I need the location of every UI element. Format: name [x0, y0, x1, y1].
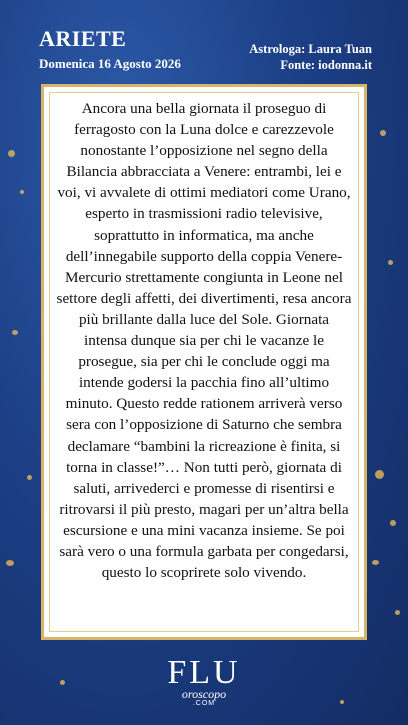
gold-fleck — [372, 560, 379, 565]
logo-domain-text: .COM — [192, 700, 216, 707]
gold-fleck — [12, 330, 18, 335]
source-credit: Fonte: iodonna.it — [280, 58, 372, 72]
gold-fleck — [388, 260, 393, 265]
zodiac-sign-title: ARIETE — [39, 26, 127, 51]
gold-fleck — [380, 130, 386, 136]
gold-fleck — [27, 475, 32, 480]
gold-fleck — [6, 560, 14, 566]
gold-fleck — [20, 190, 24, 194]
gold-fleck — [8, 150, 15, 157]
brand-logo — [0, 656, 408, 707]
horoscope-text: Ancora una bella giornata il proseguo di ferragosto con la Luna dolce e carezzevole nonostante l’opposizione nel segno della Bilancia abbracciata a Venere: entrambi, lei e voi, vi avvalete di ottimi mediatori come Urano, esperto in trasmissioni radio televisive, soprattutto in informatica, ma anche dell’innegabile supporto della coppia Venere-Mercurio strettamente congiunta in Leone nel settore degli affetti, dei divertimenti, resa ancora più brillante dalla luce del Sole. Giornata intensa dunque sia per chi le vacanze le prosegue, sia per chi le conclude oggi ma intende godersi la pacchia fino all’ultimo minuto. Questo redde rationem arriverà verso sera con l’opposizione di Saturno che sembra declamare “bambini la ricreazione è finita, si torna in classe!”… Non tutti però, giornata di saluti, arrivederci e promesse di risentirsi e ritrovarsi il più presto, magari per un’altra bella escursione e una mini vacanza insieme. Se poi sarà vero o una formula garbata per congedarsi, questo lo scoprirete solo vivendo. — [56, 100, 352, 582]
gold-fleck — [390, 520, 396, 526]
gold-fleck — [395, 610, 400, 615]
gold-fleck — [375, 470, 384, 479]
header — [0, 0, 408, 80]
horoscope-date: Domenica 16 Agosto 2026 — [39, 56, 181, 71]
horoscope-card — [41, 84, 367, 640]
astrologer-credit: Astrologa: Laura Tuan — [249, 42, 372, 56]
logo-sub-text: oroscopo — [181, 687, 227, 701]
logo-main-text: FLU — [167, 654, 241, 691]
credits — [249, 41, 372, 73]
